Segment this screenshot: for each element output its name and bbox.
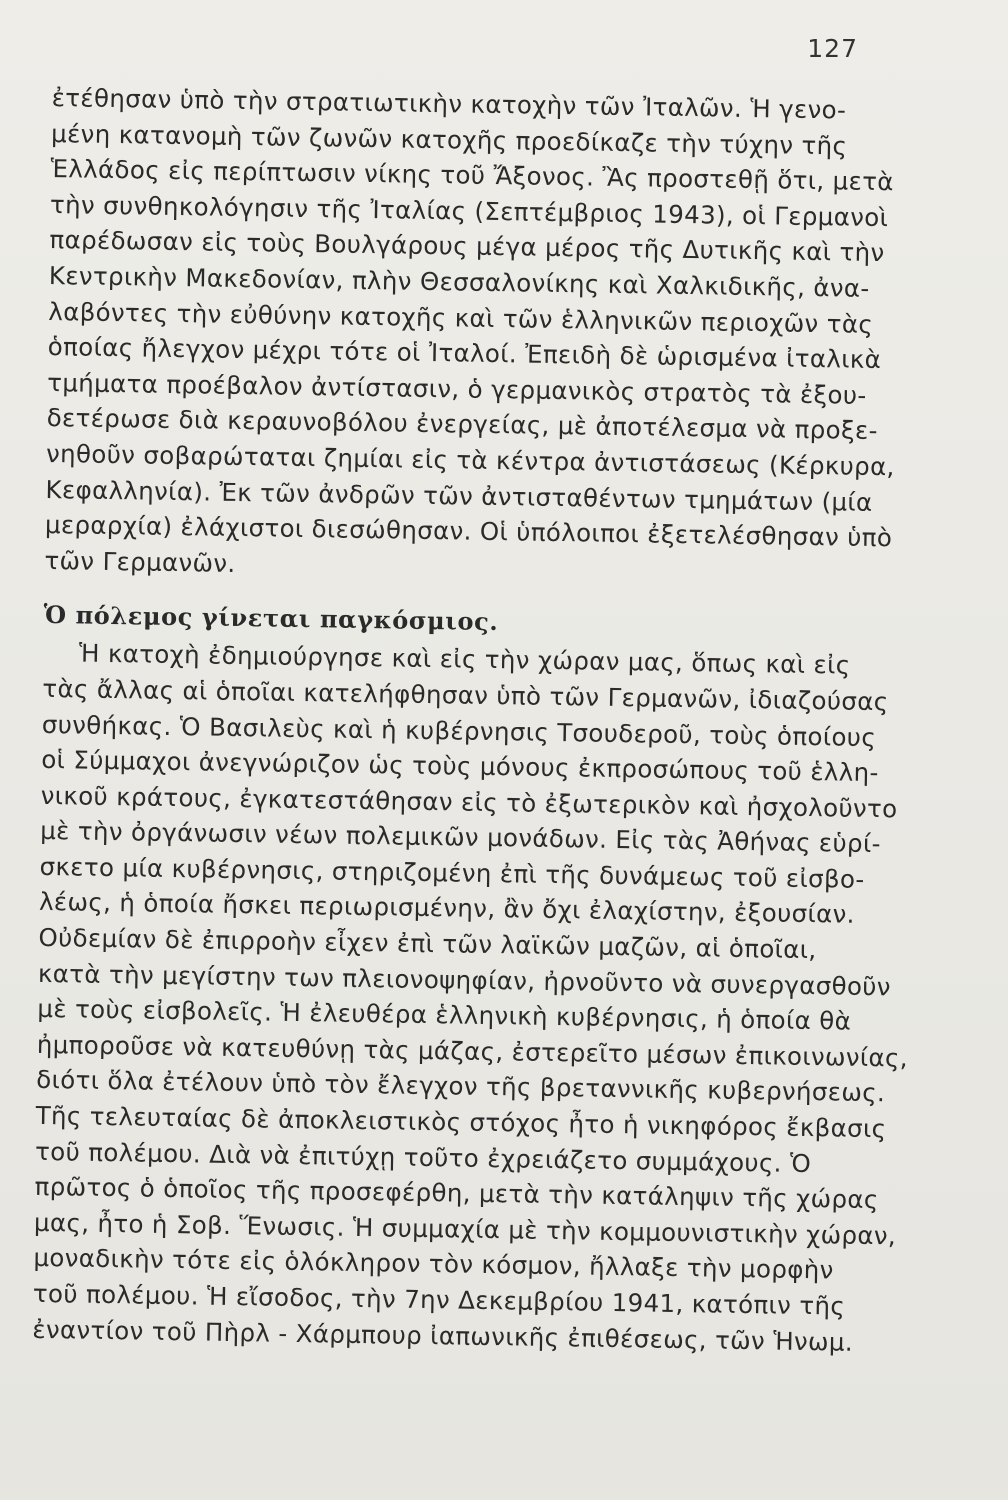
text-line: Κεφαλληνία). Ἐκ τῶν ἀνδρῶν τῶν ἀντισταθέντων τμημάτων (μία (45, 474, 873, 517)
text-line: συνθήκας. Ὁ Βασιλεὺς καὶ ἡ κυβέρνησις Τσουδεροῦ, τοὺς ὁποίους (41, 709, 877, 752)
text-line: Τῆς τελευταίας δὲ ἀποκλειστικὸς στόχος ἦτο ἡ νικηφόρος ἔκβασις (35, 1100, 887, 1144)
text-line: μας, ἦτο ἡ Σοβ. Ἕνωσις. Ἡ συμμαχία μὲ τὴν κομμουνιστικὴν χώραν, (33, 1207, 897, 1251)
text-line: μένη κατανομὴ τῶν ζωνῶν κατοχῆς προεδίκαζε τὴν τύχην τῆς (50, 118, 848, 161)
paragraph-occupation-zones (44, 80, 895, 591)
text-line: λέως, ἡ ὁποία ἤσκει περιωρισμένην, ἂν ὄχι ἐλαχίστην, ἐξουσίαν. (38, 887, 856, 930)
text-line: δετέρωσε διὰ κεραυνοβόλου ἐνεργείας, μὲ ἀποτέλεσμα νὰ προξε- (46, 403, 879, 446)
text-line: νικοῦ κράτους, ἐγκατεστάθησαν εἰς τὸ ἐξωτερικὸν καὶ ἠσχολοῦντο (40, 780, 898, 824)
text-line: μὲ τοὺς εἰσβολεῖς. Ἡ ἐλευθέρα ἑλληνικὴ κυβέρνησις, ἡ ὁποία θὰ (37, 994, 852, 1036)
text-line: τμήματα προέβαλον ἀντίστασιν, ὁ γερμανικὸς στρατὸς τὰ ἐξου- (47, 367, 867, 410)
text-line: τὰς ἄλλας αἱ ὁποῖαι κατελήφθησαν ὑπὸ τῶν Γερμανῶν, ἰδιαζούσας (42, 673, 889, 717)
text-line: μεραρχία) ἐλάχιστοι διεσώθησαν. Οἱ ὑπόλοιποι ἐξετελέσθησαν ὑπὸ (44, 510, 893, 553)
text-line: μὲ τὴν ὀργάνωσιν νέων πολεμικῶν μονάδων. Εἰς τὰς Ἀθήνας εὑρί- (39, 816, 882, 859)
text-line: πρῶτος ὁ ὁποῖος τῆς προσεφέρθη, μετὰ τὴν κατάληψιν τῆς χώρας (34, 1172, 879, 1215)
text-line: σκετο μία κυβέρνησις, στηριζομένη ἐπὶ τῆς δυνάμεως τοῦ εἰσβο- (39, 851, 865, 894)
text-line: ἐτέθησαν ὑπὸ τὴν στρατιωτικὴν κατοχὴν τῶν Ἰταλῶν. Ἡ γενο- (51, 82, 847, 125)
text-block (32, 80, 909, 1360)
text-line: παρέδωσαν εἰς τοὺς Βουλγάρους μέγα μέρος τῆς Δυτικῆς καὶ τὴν (49, 225, 885, 268)
text-line: Οὐδεμίαν δὲ ἐπιρροὴν εἶχεν ἐπὶ τῶν λαϊκῶν μαζῶν, αἱ ὁποῖαι, (38, 922, 817, 965)
text-line: οἱ Σύμμαχοι ἀνεγνώριζον ὡς τοὺς μόνους ἐκπροσώπους τοῦ ἑλλη- (41, 745, 879, 788)
text-line: διότι ὅλα ἐτέλουν ὑπὸ τὸν ἔλεγχον τῆς βρεταννικῆς κυβερνήσεως. (36, 1065, 886, 1108)
page-number: 127 (807, 34, 858, 63)
text-line: τὴν συνθηκολόγησιν τῆς Ἰταλίας (Σεπτέμβριος 1943), οἱ Γερμανοὶ (49, 189, 889, 232)
text-line: ἠμποροῦσε νὰ κατευθύνῃ τὰς μάζας, ἐστερεῖτο μέσων ἐπικοινωνίας, (36, 1029, 909, 1073)
text-line: μοναδικὴν τότε εἰς ὁλόκληρον τὸν κόσμον, ἤλλαξε τὴν μορφὴν (33, 1243, 834, 1285)
text-line: κατὰ τὴν μεγίστην των πλειονοψηφίαν, ἠρνοῦντο νὰ συνεργασθοῦν (37, 958, 892, 1001)
text-line: Κεντρικὴν Μακεδονίαν, πλὴν Θεσσαλονίκης καὶ Χαλκιδικῆς, ἀνα- (48, 260, 870, 303)
text-line: ὁποίας ἤλεγχον μέχρι τότε οἱ Ἰταλοί. Ἐπειδὴ δὲ ὡρισμένα ἰταλικὰ (47, 332, 882, 375)
text-line: Ἑλλάδος εἰς περίπτωσιν νίκης τοῦ Ἄξονος. Ἂς προστεθῇ ὅτι, μετὰ (50, 154, 895, 197)
text-line: νηθοῦν σοβαρώταται ζημίαι εἰς τὰ κέντρα ἀντιστάσεως (Κέρκυρα, (45, 438, 895, 482)
text-line: Ἡ κατοχὴ ἐδημιούργησε καὶ εἰς τὴν χώραν μας, ὅπως καὶ εἰς (78, 638, 851, 680)
text-line: τοῦ πολέμου. Ἡ εἴσοδος, τὴν 7ην Δεκεμβρίου 1941, κατόπιν τῆς (32, 1278, 846, 1321)
text-line: τῶν Γερμανῶν. (44, 545, 236, 578)
text-line: ἐναντίον τοῦ Πὴρλ - Χάρμπουρ ἰαπωνικῆς ἐπιθέσεως, τῶν Ἡνωμ. (32, 1314, 854, 1357)
text-line: τοῦ πολέμου. Διὰ νὰ ἐπιτύχῃ τοῦτο ἐχρειάζετο συμμάχους. Ὁ (34, 1136, 812, 1178)
text-line: λαβόντες τὴν εὐθύνην κατοχῆς καὶ τῶν ἑλληνικῶν περιοχῶν τὰς (48, 296, 874, 339)
section-heading: Ὁ πόλεμος γίνεται παγκόσμιος. (43, 600, 499, 637)
paragraph-war-becomes-global (32, 635, 909, 1360)
